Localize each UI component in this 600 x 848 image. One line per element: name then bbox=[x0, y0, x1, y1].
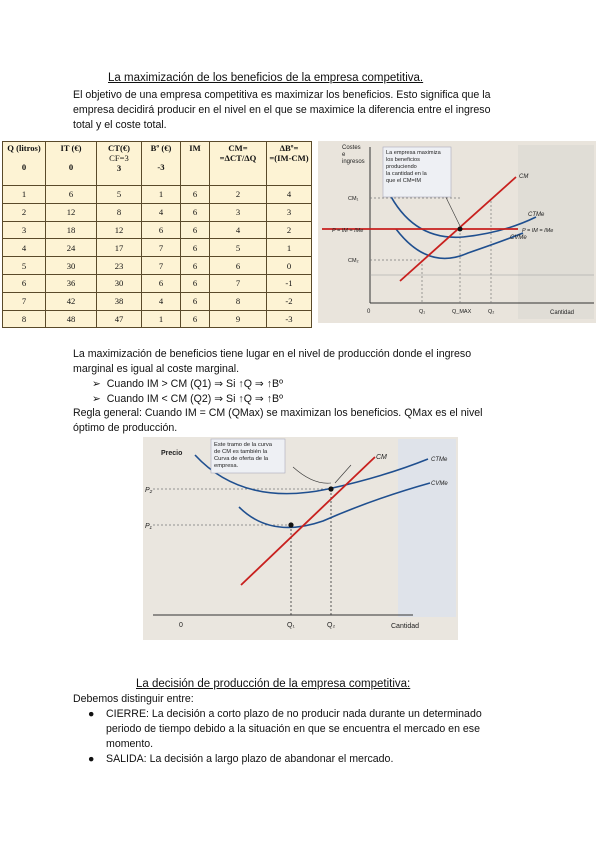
table-cell: 6 bbox=[181, 310, 210, 328]
table-cell: 1 bbox=[142, 186, 181, 204]
x-origin-2: 0 bbox=[179, 622, 183, 629]
table-cell: 7 bbox=[142, 239, 181, 257]
table-cell: 1 bbox=[142, 310, 181, 328]
figure-profit-max bbox=[318, 141, 596, 323]
table-header-row: Q (litros) 0 IT (€) 0 CT(€) CF=3 3 Bº (€) -3 IM CM= =ΔCT/ΔQ ΔBº= =(IM-CM) bbox=[3, 142, 312, 186]
arrowhead-icon: ➢ bbox=[92, 378, 101, 390]
table-cell: 1 bbox=[267, 239, 312, 257]
cm-curve-2 bbox=[241, 457, 375, 585]
table-cell: 9 bbox=[210, 310, 267, 328]
table-cell: 6 bbox=[181, 221, 210, 239]
rule-paragraph bbox=[73, 406, 543, 436]
table-cell: 48 bbox=[46, 310, 97, 328]
section-title-maximizacion: La maximización de los beneficios de la empresa competitiva. bbox=[108, 72, 424, 84]
label-cvme-2: CVMe bbox=[431, 481, 448, 487]
table-row bbox=[3, 274, 312, 292]
price-label-left: P = IM = IMe bbox=[332, 228, 364, 234]
table-cell: 36 bbox=[46, 274, 97, 292]
x-tick-q2-2: Q₂ bbox=[327, 622, 336, 629]
table-cell: 2 bbox=[3, 203, 46, 221]
table-cell: 6 bbox=[181, 239, 210, 257]
table-cell: 38 bbox=[97, 292, 142, 310]
svg-text:Este tramo de la curva: Este tramo de la curva bbox=[214, 442, 272, 448]
label-cm-2: CM bbox=[376, 454, 387, 461]
table-cell: 6 bbox=[142, 221, 181, 239]
table-cell: -3 bbox=[267, 310, 312, 328]
table-cell: 42 bbox=[46, 292, 97, 310]
figure-supply-curve bbox=[143, 437, 458, 640]
table-cell: 6 bbox=[142, 274, 181, 292]
optimum-point bbox=[458, 227, 463, 232]
cvme-curve bbox=[396, 229, 523, 258]
svg-text:La empresa maximiza: La empresa maximiza bbox=[386, 150, 441, 156]
table-cell: 5 bbox=[210, 239, 267, 257]
table-cell: 7 bbox=[142, 257, 181, 275]
fig2-xlabel: Cantidad bbox=[391, 623, 420, 630]
intro-paragraph bbox=[73, 88, 543, 133]
shutdown-point bbox=[288, 522, 293, 527]
table-cell: 5 bbox=[97, 186, 142, 204]
fig1-ylabel: ingresos bbox=[342, 159, 365, 165]
salida-bullet: ● SALIDA: La decisión a largo plazo de abandonar el mercado. bbox=[88, 753, 394, 765]
arrow-bullet: ➢ Cuando IM < CM (Q2) ⇒ Si ↑Q ⇒ ↑Bº bbox=[92, 393, 283, 405]
table-cell: 8 bbox=[3, 310, 46, 328]
y-tick-p2: P₂ bbox=[145, 487, 153, 494]
section3-intro: Debemos distinguir entre: bbox=[73, 693, 194, 705]
y-tick-p1: P₁ bbox=[145, 523, 152, 530]
intro-line: total y el coste total. bbox=[73, 119, 167, 131]
table-cell: 18 bbox=[46, 221, 97, 239]
s2-line: marginal es igual al coste marginal. bbox=[73, 363, 240, 375]
x-tick-q1-2: Q₁ bbox=[287, 622, 295, 629]
bullet-dot-icon: ● bbox=[88, 753, 95, 765]
table-cell: 12 bbox=[46, 203, 97, 221]
x-tick-qmax: Q_MAX bbox=[452, 309, 472, 315]
table-cell: 6 bbox=[181, 186, 210, 204]
label-cvme: CVMe bbox=[510, 235, 527, 241]
breakeven-point bbox=[328, 486, 333, 491]
intro-line: empresa decidirá producir en el nivel en el que se maximice la diferencia entre el ingreso bbox=[73, 104, 491, 116]
table-cell: 24 bbox=[46, 239, 97, 257]
label-cm: CM bbox=[519, 174, 529, 180]
table-cell: 6 bbox=[181, 203, 210, 221]
table-cell: 3 bbox=[267, 203, 312, 221]
table-cell: 6 bbox=[46, 186, 97, 204]
table-cell: 47 bbox=[97, 310, 142, 328]
table-cell: 5 bbox=[3, 257, 46, 275]
table-cell: 6 bbox=[181, 257, 210, 275]
fig1-xlabel: Cantidad bbox=[550, 310, 575, 316]
table-cell: 3 bbox=[3, 221, 46, 239]
table-cell: 4 bbox=[142, 292, 181, 310]
table-row bbox=[3, 203, 312, 221]
table-cell: 6 bbox=[210, 257, 267, 275]
table-cell: 7 bbox=[3, 292, 46, 310]
table-cell: 4 bbox=[3, 239, 46, 257]
svg-text:empresa.: empresa. bbox=[214, 463, 239, 469]
table-cell: 6 bbox=[3, 274, 46, 292]
table-cell: 8 bbox=[97, 203, 142, 221]
table-cell: -1 bbox=[267, 274, 312, 292]
svg-text:que el CM=IM: que el CM=IM bbox=[386, 178, 421, 184]
table-cell: 12 bbox=[97, 221, 142, 239]
svg-text:los beneficios: los beneficios bbox=[386, 157, 420, 163]
table-row bbox=[3, 310, 312, 328]
table-cell: 4 bbox=[210, 221, 267, 239]
figure-profit-max-svg bbox=[318, 141, 596, 323]
table-cell: 30 bbox=[97, 274, 142, 292]
table-cell: 30 bbox=[46, 257, 97, 275]
price-label-right: P = IM = IMe bbox=[522, 228, 554, 234]
table-cell: 6 bbox=[181, 292, 210, 310]
table-cell: 4 bbox=[142, 203, 181, 221]
table-cell: 2 bbox=[210, 186, 267, 204]
y-tick-cm2: CM₂ bbox=[348, 258, 359, 264]
x-tick-q1: Q₁ bbox=[419, 309, 426, 315]
svg-text:Curva de oferta de la: Curva de oferta de la bbox=[214, 456, 269, 462]
rule-line: Regla general: Cuando IM = CM (QMax) se maximizan los beneficios. QMax es el nivel bbox=[73, 407, 483, 419]
bullet-dot-icon: ● bbox=[88, 708, 95, 720]
label-ctme-2: CTMe bbox=[431, 457, 448, 463]
label-ctme: CTMe bbox=[528, 212, 545, 218]
fig1-ylabel: e bbox=[342, 152, 346, 158]
table-cell: 1 bbox=[3, 186, 46, 204]
intro-line: El objetivo de una empresa competitiva es maximizar los beneficios. Esto significa que la bbox=[73, 89, 491, 101]
table-cell: 4 bbox=[267, 186, 312, 204]
table-cell: -2 bbox=[267, 292, 312, 310]
table-cell: 23 bbox=[97, 257, 142, 275]
table-cell: 7 bbox=[210, 274, 267, 292]
table-cell: 6 bbox=[181, 274, 210, 292]
svg-text:la cantidad en la: la cantidad en la bbox=[386, 171, 427, 177]
table-cell: 17 bbox=[97, 239, 142, 257]
figure-supply-curve-svg bbox=[143, 437, 458, 640]
table-cell: 0 bbox=[267, 257, 312, 275]
svg-text:produciendo: produciendo bbox=[386, 164, 417, 170]
table-row bbox=[3, 186, 312, 204]
s2-line: La maximización de beneficios tiene lugar en el nivel de producción donde el ingreso bbox=[73, 348, 472, 360]
x-tick-q2: Q₂ bbox=[488, 309, 495, 315]
table-cell: 3 bbox=[210, 203, 267, 221]
arrowhead-icon: ➢ bbox=[92, 393, 101, 405]
cost-revenue-table bbox=[2, 141, 312, 328]
table-cell: 2 bbox=[267, 221, 312, 239]
table-row bbox=[3, 221, 312, 239]
fig2-ylabel: Precio bbox=[161, 450, 183, 457]
section2-paragraph bbox=[73, 347, 543, 377]
table-row bbox=[3, 257, 312, 275]
table-row bbox=[3, 239, 312, 257]
svg-text:de CM es también la: de CM es también la bbox=[214, 449, 268, 455]
section-title-decision: La decisión de producción de la empresa competitiva: bbox=[136, 678, 411, 690]
fig1-ylabel: Costes bbox=[342, 145, 361, 151]
cierre-bullet: ● CIERRE: La decisión a corto plazo de no producir nada durante un determinado periodo de tiempo debido a la situación en que se encuentra el mercado en ese momento. bbox=[88, 708, 482, 750]
table-cell: 8 bbox=[210, 292, 267, 310]
arrow-bullet: ➢ Cuando IM > CM (Q1) ⇒ Si ↑Q ⇒ ↑Bº bbox=[92, 378, 283, 390]
x-origin: 0 bbox=[367, 309, 371, 315]
y-tick-cm1: CM₁ bbox=[348, 196, 359, 202]
table-row bbox=[3, 292, 312, 310]
rule-line: óptimo de producción. bbox=[73, 422, 178, 434]
